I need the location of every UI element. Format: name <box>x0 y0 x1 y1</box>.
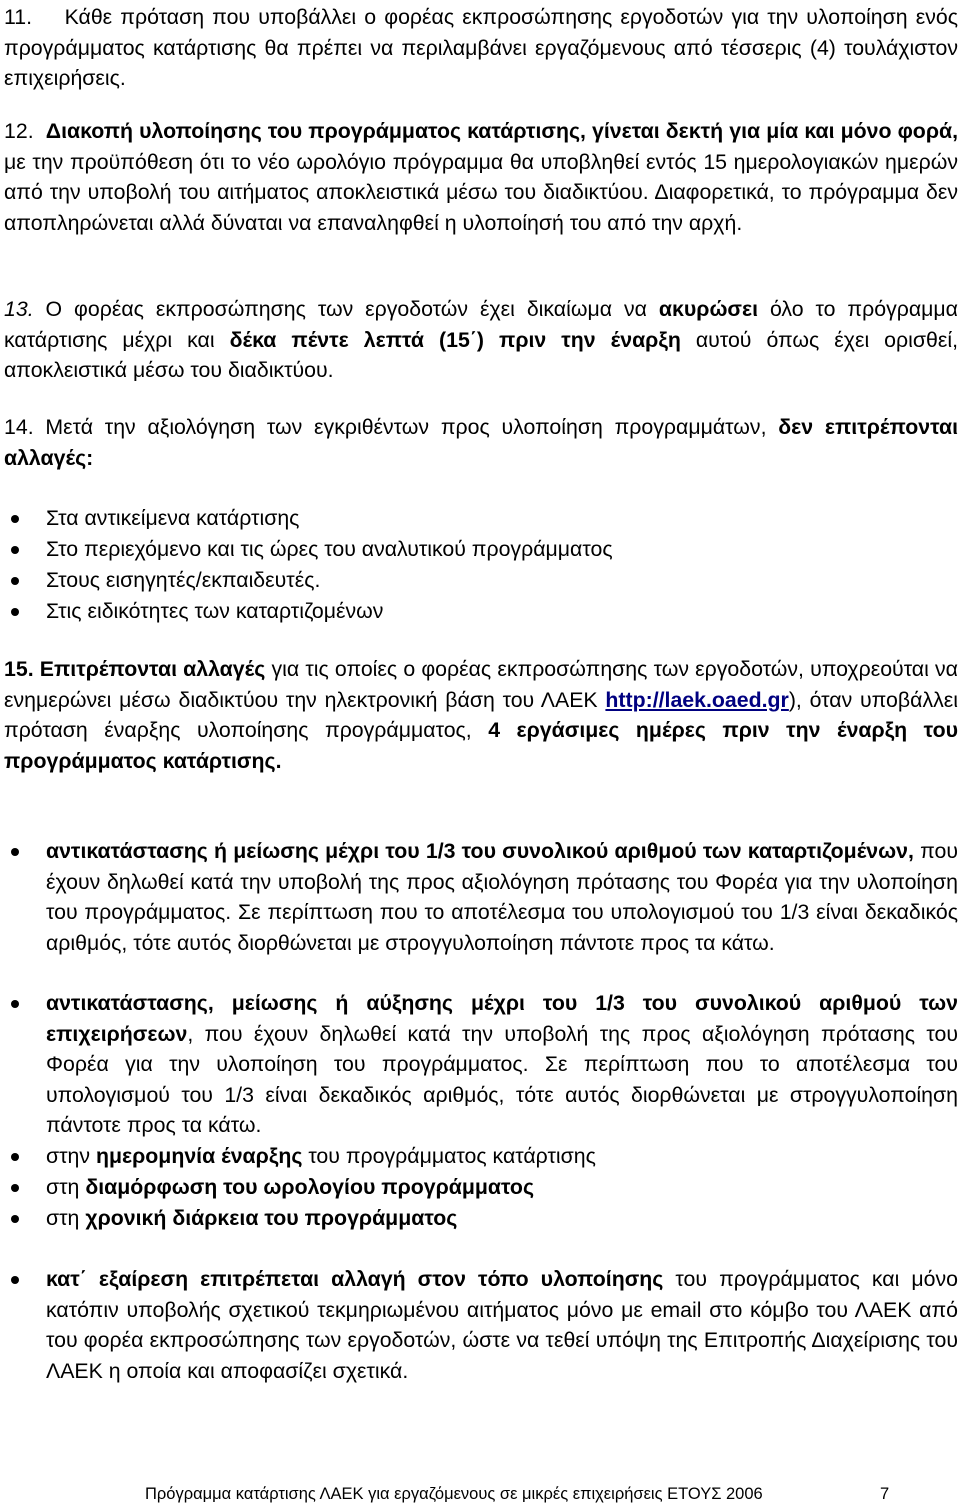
bold-text: αντικατάστασης ή μείωσης μέχρι του 1/3 του συνολικού αριθμού των καταρτιζομένων, <box>46 839 914 863</box>
bold-text: κατ΄ εξαίρεση επιτρέπεται αλλαγή στον τόπο υλοποίησης <box>46 1267 664 1291</box>
bullet-icon <box>11 848 19 856</box>
list-item <box>46 1172 958 1203</box>
bold-text: δεν επιτρέπονται αλλαγές: <box>4 415 958 470</box>
bullet-icon <box>11 546 19 554</box>
bullet-icon <box>11 1000 19 1008</box>
paragraph-text: , που έχουν δηλωθεί κατά την υποβολή της προς αξιολόγηση πρότασης του Φορέα για την υλοποίηση του προγράμματος. Σε περίπτωση που το αποτέλεσμα του υπολογισμού του 1/3 είναι δεκαδικός αριθμός, τότε αυτός διορθώνεται με στρογγυλοποίηση πάντοτε προς τα κάτω. <box>46 1021 958 1137</box>
paragraph-text: στη <box>46 1206 86 1230</box>
bullet-icon <box>11 577 19 585</box>
paragraph-text: όλο το πρόγραμμα κατάρτισης μέχρι και <box>4 297 958 352</box>
bold-text: δέκα πέντε λεπτά (15΄) πριν την έναρξη <box>229 327 681 352</box>
paragraph-text: Μετά την αξιολόγηση των εγκριθέντων προς υλοποίηση προγραμμάτων, <box>33 415 779 439</box>
list-item <box>46 1141 958 1172</box>
bullet-icon <box>11 1215 19 1223</box>
paragraph-text: με την προϋπόθεση ότι το νέο ωρολόγιο πρόγραμμα θα υποβληθεί εντός 15 ημερολογιακών ημερών από την υποβολή του αιτήματος αποκλειστικά μέσω του διαδικτύου. Διαφορετικά, το πρόγραμμα δεν αποπληρώνεται αλλά δύναται να επαναληφθεί η υλοποίησή του από την αρχή. <box>4 149 958 235</box>
paragraph-text: του προγράμματος και μόνο κατόπιν υποβολής σχετικού τεκμηριωμένου αιτήματος μόνο με email στο κόμβο του ΛΑΕΚ από του φορέα εκπροσώπησης των εργοδοτών, ώστε να τεθεί υπόψη της Επιτροπής Διαχείρισης του ΛΑΕΚ η οποία και αποφασίζει σχετικά. <box>46 1267 958 1383</box>
laek-link[interactable]: http://laek.oaed.gr <box>605 687 789 712</box>
bold-text: Επιτρέπονται αλλαγές <box>33 657 266 681</box>
paragraph-text: ), όταν υποβάλλει πρόταση έναρξης υλοποίησης προγράμματος, <box>4 687 958 742</box>
list-item: Στο περιεχόμενο και τις ώρες του αναλυτικού προγράμματος <box>46 537 613 561</box>
paragraph-13 <box>4 294 958 386</box>
item-number: 11. <box>4 5 33 29</box>
bullet-icon <box>11 608 19 616</box>
bullet-icon <box>11 1184 19 1192</box>
paragraph-text: Κάθε πρόταση που υποβάλλει ο φορέας εκπροσώπησης εργοδοτών για την υλοποίηση ενός προγράμματος κατάρτισης θα πρέπει να περιλαμβάνει εργαζόμενους από τέσσερις (4) τουλάχιστον επιχειρήσεις. <box>4 5 958 90</box>
paragraph-15 <box>4 654 958 776</box>
paragraph-text: για τις οποίες ο φορέας εκπροσώπησης των εργοδοτών, υποχρεούται να ενημερώνει μέσω διαδικτύου την ηλεκτρονική βάση του ΛΑΕΚ <box>4 657 958 712</box>
list-item: Στα αντικείμενα κατάρτισης <box>46 506 300 530</box>
item-number: 14. <box>4 415 34 439</box>
bold-text: 4 εργάσιμες ημέρες πριν την έναρξη του προγράμματος κατάρτισης. <box>4 718 958 773</box>
item-number: 15. <box>4 657 34 681</box>
item-number: 13. <box>4 297 34 321</box>
list-item: Στις ειδικότητες των καταρτιζομένων <box>46 599 384 623</box>
bold-text: ακυρώσει <box>658 297 759 321</box>
bold-text: αντικατάστασης, μείωσης ή αύξησης μέχρι του 1/3 του συνολικού αριθμού των επιχειρήσεων <box>46 991 958 1046</box>
bold-text: διαμόρφωση του ωρολογίου προγράμματος <box>85 1175 535 1199</box>
paragraph-12 <box>4 116 958 238</box>
bullet-icon <box>11 515 19 523</box>
bullet-icon <box>11 1153 19 1161</box>
bold-text: ημερομηνία έναρξης <box>95 1144 303 1168</box>
paragraph-text: Ο φορέας εκπροσώπησης των εργοδοτών έχει δικαίωμα να <box>33 297 659 321</box>
bold-text: Διακοπή υλοποίησης του προγράμματος κατάρτισης, γίνεται δεκτή για μία και μόνο φορά, <box>45 119 958 143</box>
paragraph-text: που έχουν δηλωθεί κατά την υποβολή της προς αξιολόγηση πρότασης του Φορέα για την υλοποίηση του προγράμματος. Σε περίπτωση που το αποτέλεσμα του υπολογισμού του 1/3 είναι δεκαδικός αριθμός, τότε αυτός διορθώνεται με στρογγυλοποίηση πάντοτε προς τα κάτω. <box>46 839 958 955</box>
paragraph-11 <box>4 2 958 94</box>
item-number: 12. <box>4 119 34 143</box>
list-item <box>46 1264 958 1386</box>
page-number: 7 <box>880 1485 890 1503</box>
paragraph-text: του προγράμματος κατάρτισης <box>302 1144 596 1168</box>
list-item: Στους εισηγητές/εκπαιδευτές. <box>46 568 321 592</box>
paragraph-14 <box>4 412 958 473</box>
bullet-icon <box>11 1276 19 1284</box>
paragraph-text: στη <box>46 1175 86 1199</box>
list-item <box>46 1203 958 1234</box>
paragraph-text: αυτού όπως έχει ορισθεί, αποκλειστικά μέσω του διαδικτύου. <box>4 327 959 382</box>
bold-text: χρονική διάρκεια του προγράμματος <box>85 1206 458 1230</box>
list-item <box>46 988 958 1141</box>
list-item <box>46 836 958 958</box>
footer-text: Πρόγραμμα κατάρτισης ΛΑΕΚ για εργαζόμενους σε μικρές επιχειρήσεις ΕΤΟΥΣ 2006 <box>145 1485 763 1503</box>
paragraph-text: στην <box>46 1144 96 1168</box>
